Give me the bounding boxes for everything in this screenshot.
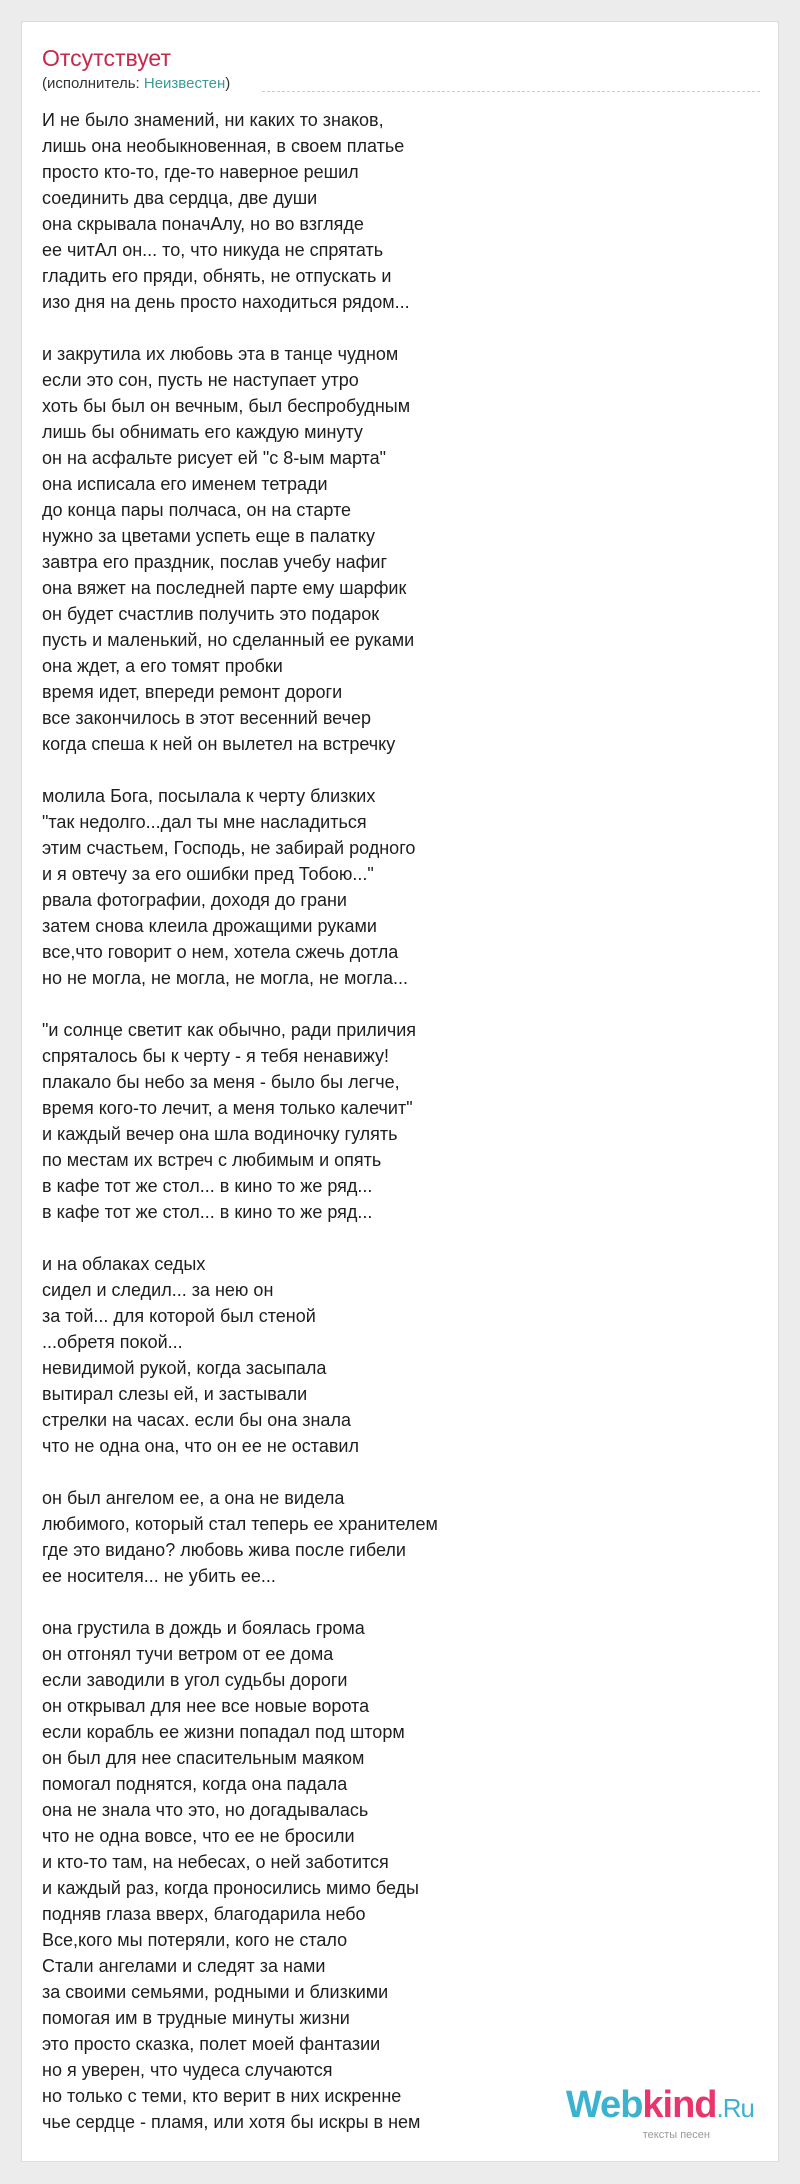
lyrics-line: и кто-то там, на небесах, о ней заботится	[42, 1852, 389, 1872]
lyrics-line: по местам их встреч с любимым и опять	[42, 1150, 382, 1170]
lyrics-line: время идет, впереди ремонт дороги	[42, 682, 343, 702]
logo-part-web: Web	[565, 2084, 643, 2126]
lyrics-line: ее носителя... не убить ее...	[42, 1566, 276, 1586]
lyrics-line: затем снова клеила дрожащими руками	[42, 916, 377, 936]
lyrics-stanza	[42, 1485, 762, 1589]
lyrics-line: но не могла, не могла, не могла, не могла...	[42, 968, 409, 988]
lyrics-line: этим счастьем, Господь, не забирай родного	[42, 838, 416, 858]
lyrics-line: до конца пары полчаса, он на старте	[42, 500, 352, 520]
lyrics-line: если корабль ее жизни попадал под шторм	[42, 1722, 405, 1742]
performer-link[interactable]: Неизвестен	[143, 75, 226, 92]
lyrics-line: время кого-то лечит, а меня только калечит"	[42, 1098, 413, 1118]
lyrics-line: она ждет, а его томят пробки	[42, 656, 283, 676]
lyrics-line: лишь бы обнимать его каждую минуту	[42, 422, 363, 442]
lyrics-line: ее читАл он... то, что никуда не спрятать	[42, 240, 384, 260]
logo-tagline: тексты песен	[642, 2129, 710, 2141]
lyrics-line: она исписала его именем тетради	[42, 474, 328, 494]
lyrics-line: любимого, который стал теперь ее хранителем	[42, 1514, 438, 1534]
lyrics-line: стрелки на часах. если бы она знала	[42, 1410, 351, 1430]
logo-tld: .Ru	[716, 2093, 754, 2123]
lyrics-line: Все,кого мы потеряли, кого не стало	[42, 1930, 348, 1950]
lyrics-line: все закончилось в этот весенний вечер	[42, 708, 371, 728]
lyrics-line: если заводили в угол судьбы дороги	[42, 1670, 348, 1690]
lyrics-line: помогал поднятся, когда она падала	[42, 1774, 348, 1794]
lyrics-line: она грустила в дождь и боялась грома	[42, 1618, 365, 1638]
lyrics-line: и каждый вечер она шла водиночку гулять	[42, 1124, 398, 1144]
lyrics-line: что не одна вовсе, что ее не бросили	[42, 1826, 355, 1846]
lyrics-line: она вяжет на последней парте ему шарфик	[42, 578, 407, 598]
lyrics-line: она не знала что это, но догадывалась	[42, 1800, 369, 1820]
lyrics-line: где это видано? любовь жива после гибели	[42, 1540, 406, 1560]
lyrics-stanza	[42, 107, 762, 315]
lyrics-line: соединить два сердца, две души	[42, 188, 318, 208]
lyrics-line: когда спеша к ней он вылетел на встречку	[42, 734, 396, 754]
logo-wordmark	[566, 2086, 754, 2127]
performer-line	[42, 74, 230, 94]
lyrics-line: и на облаках седых	[42, 1254, 206, 1274]
lyrics-line: она скрывала поначАлу, но во взгляде	[42, 214, 364, 234]
lyrics-line: вытирал слезы ей, и застывали	[42, 1384, 308, 1404]
lyrics-line: чье сердце - пламя, или хотя бы искры в нем	[42, 2112, 421, 2132]
lyrics-line: он был для нее спасительным маяком	[42, 1748, 365, 1768]
lyrics-line: гладить его пряди, обнять, не отпускать и	[42, 266, 392, 286]
lyrics-line: за той... для которой был стеной	[42, 1306, 316, 1326]
lyrics-line: ...обретя покой...	[42, 1332, 183, 1352]
lyrics-line: и я овтечу за его ошибки пред Тобою..."	[42, 864, 374, 884]
lyrics-line: все,что говорит о нем, хотела сжечь дотла	[42, 942, 399, 962]
lyrics-line: молила Бога, посылала к черту близких	[42, 786, 376, 806]
lyrics-line: пусть и маленький, но сделанный ее руками	[42, 630, 415, 650]
lyrics-line: завтра его праздник, послав учебу нафиг	[42, 552, 388, 572]
lyrics-stanza	[42, 1615, 762, 2135]
lyrics-line: рвала фотографии, доходя до грани	[42, 890, 347, 910]
lyrics-line: Стали ангелами и следят за нами	[42, 1956, 326, 1976]
lyrics-line: спряталось бы к черту - я тебя ненавижу!	[42, 1046, 390, 1066]
lyrics-stanza	[42, 1017, 762, 1225]
lyrics-line: он на асфальте рисует ей "с 8-ым марта"	[42, 448, 387, 468]
lyrics-line: сидел и следил... за нею он	[42, 1280, 274, 1300]
lyrics-line: лишь она необыкновенная, в своем платье	[42, 136, 405, 156]
lyrics-line: нужно за цветами успеть еще в палатку	[42, 526, 375, 546]
lyrics-text	[42, 107, 762, 2161]
lyrics-line: он отгонял тучи ветром от ее дома	[42, 1644, 334, 1664]
lyrics-line: плакало бы небо за меня - было бы легче,	[42, 1072, 400, 1092]
lyrics-line: хоть бы был он вечным, был беспробудным	[42, 396, 411, 416]
lyrics-stanza	[42, 341, 762, 757]
lyrics-line: "и солнце светит как обычно, ради приличия	[42, 1020, 417, 1040]
lyrics-line: в кафе тот же стол... в кино то же ряд...	[42, 1176, 373, 1196]
lyrics-line: он будет счастлив получить это подарок	[42, 604, 380, 624]
lyrics-line: это просто сказка, полет моей фантазии	[42, 2034, 381, 2054]
lyrics-line: подняв глаза вверх, благодарила небо	[42, 1904, 366, 1924]
lyrics-line: но я уверен, что чудеса случаются	[42, 2060, 333, 2080]
lyrics-line: если это сон, пусть не наступает утро	[42, 370, 359, 390]
performer-suffix: )	[225, 75, 231, 92]
lyrics-line: "так недолго...дал ты мне насладиться	[42, 812, 367, 832]
lyrics-line: помогая им в трудные минуты жизни	[42, 2008, 350, 2028]
lyrics-line: но только с теми, кто верит в них искренне	[42, 2086, 402, 2106]
logo-part-kind: kind	[642, 2084, 717, 2126]
divider	[262, 91, 760, 92]
webkind-logo[interactable]	[566, 2086, 754, 2141]
lyrics-line: он был ангелом ее, а она не видела	[42, 1488, 345, 1508]
lyrics-line: и каждый раз, когда проносились мимо беды	[42, 1878, 419, 1898]
lyrics-stanza	[42, 1251, 762, 1459]
lyrics-line: в кафе тот же стол... в кино то же ряд...	[42, 1202, 373, 1222]
lyrics-line: изо дня на день просто находиться рядом...	[42, 292, 410, 312]
lyrics-line: он открывал для нее все новые ворота	[42, 1696, 370, 1716]
lyrics-line: и закрутила их любовь эта в танце чудном	[42, 344, 399, 364]
lyrics-card	[21, 21, 779, 2162]
performer-prefix: (исполнитель:	[42, 75, 144, 92]
lyrics-stanza	[42, 783, 762, 991]
lyrics-line: за своими семьями, родными и близкими	[42, 1982, 389, 2002]
lyrics-line: что не одна она, что он ее не оставил	[42, 1436, 359, 1456]
song-title: Отсутствует	[42, 45, 171, 71]
lyrics-line: И не было знамений, ни каких то знаков,	[42, 110, 384, 130]
lyrics-line: невидимой рукой, когда засыпала	[42, 1358, 327, 1378]
lyrics-line: просто кто-то, где-то наверное решил	[42, 162, 359, 182]
